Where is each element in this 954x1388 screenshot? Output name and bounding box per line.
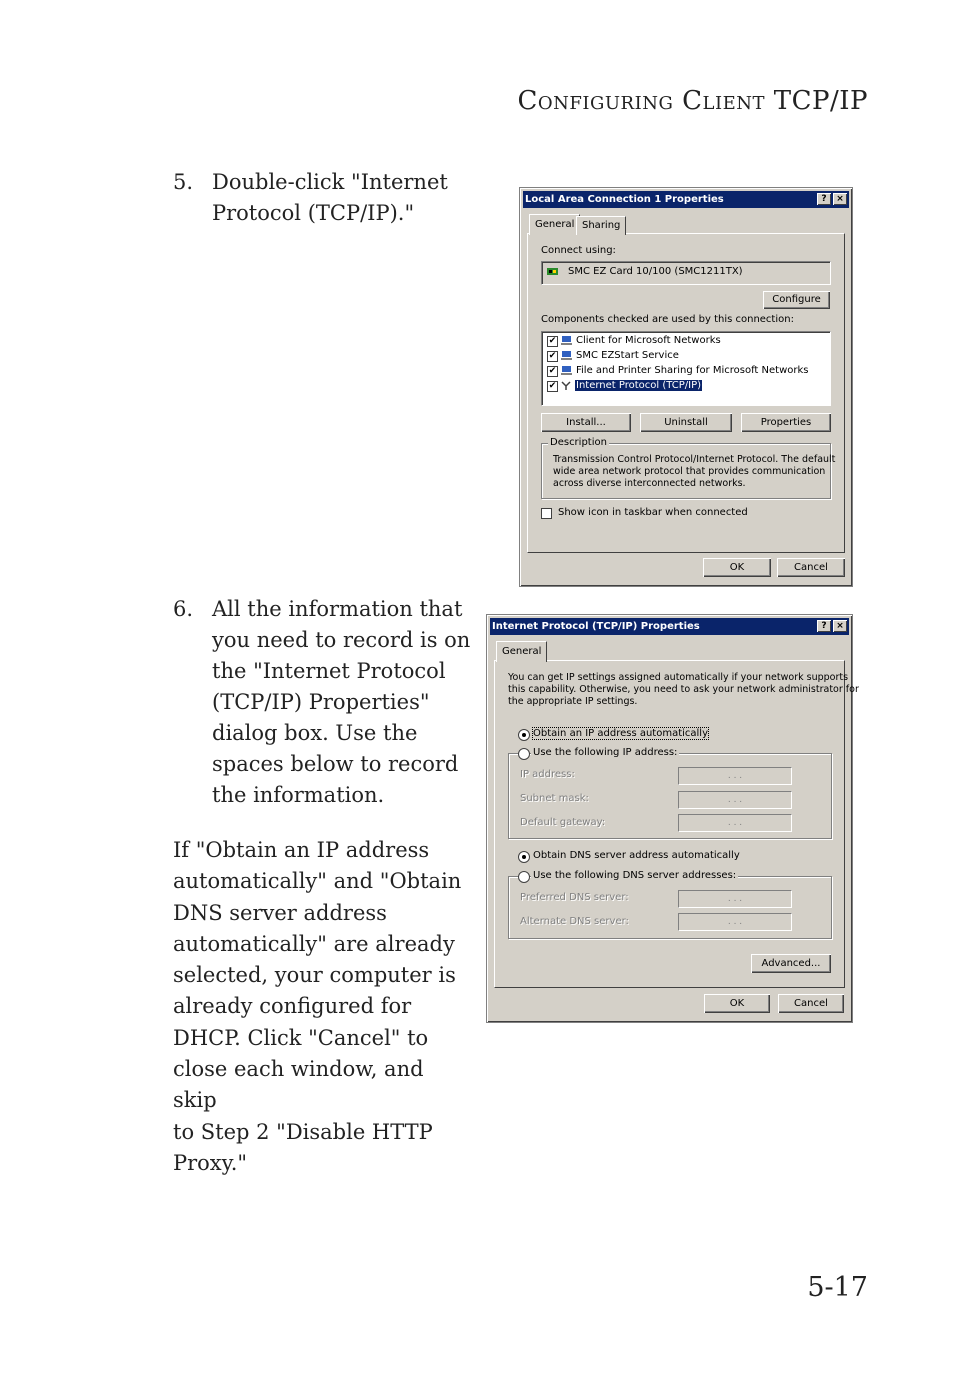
protocol-icon bbox=[561, 381, 572, 390]
obtain-ip-radio[interactable] bbox=[518, 729, 530, 741]
step-text-line: the information. bbox=[212, 783, 385, 807]
tab-general[interactable]: General bbox=[529, 214, 580, 235]
ip-address-field[interactable]: . . . bbox=[678, 767, 792, 785]
component-item[interactable]: SMC EZStart Service bbox=[576, 350, 679, 361]
components-list bbox=[541, 331, 831, 406]
step-text-line: you need to record is on bbox=[212, 628, 471, 652]
step-text-line: Double-click "Internet bbox=[212, 170, 448, 194]
step-text-line: (TCP/IP) Properties" bbox=[212, 690, 430, 714]
obtain-dns-radio[interactable] bbox=[518, 851, 530, 863]
close-icon[interactable]: × bbox=[833, 193, 847, 205]
close-icon[interactable]: × bbox=[833, 620, 847, 632]
step-text-line: the "Internet Protocol bbox=[212, 659, 446, 683]
ok-button[interactable]: OK bbox=[703, 558, 771, 577]
page-header: CONFIGURING CLIENT TCP/IP bbox=[517, 86, 868, 116]
page-number: 5-17 bbox=[807, 1272, 868, 1303]
advanced-button[interactable]: Advanced... bbox=[751, 954, 831, 973]
use-dns-label[interactable]: Use the following DNS server addresses: bbox=[533, 870, 737, 881]
component-checkbox[interactable]: ✔ bbox=[548, 336, 557, 346]
service-icon bbox=[561, 351, 572, 360]
alternate-dns-field[interactable]: . . . bbox=[678, 913, 792, 931]
cancel-button[interactable]: Cancel bbox=[777, 558, 845, 577]
use-ip-label[interactable]: Use the following IP address: bbox=[533, 747, 678, 758]
component-checkbox[interactable]: ✔ bbox=[548, 366, 557, 376]
help-icon[interactable]: ? bbox=[817, 620, 831, 632]
description-group bbox=[541, 437, 836, 499]
use-ip-radio[interactable] bbox=[518, 748, 530, 760]
alternate-dns-label: Alternate DNS server: bbox=[520, 916, 629, 927]
components-label: Components checked are used by this connection: bbox=[541, 314, 794, 325]
step-5: 5. Double-click "Internet Protocol (TCP/IP)." bbox=[173, 167, 473, 237]
network-card-icon bbox=[547, 267, 558, 276]
adapter-field bbox=[541, 261, 831, 285]
component-item[interactable]: Client for Microsoft Networks bbox=[576, 335, 721, 346]
component-item-tcpip[interactable]: Internet Protocol (TCP/IP) bbox=[576, 380, 702, 391]
preferred-dns-field[interactable]: . . . bbox=[678, 890, 792, 908]
help-icon[interactable]: ? bbox=[817, 193, 831, 205]
cancel-button[interactable]: Cancel bbox=[778, 994, 844, 1013]
local-area-connection-properties-dialog bbox=[519, 187, 853, 587]
tab-general[interactable]: General bbox=[496, 641, 547, 662]
use-dns-radio[interactable] bbox=[518, 871, 530, 883]
tab-sharing[interactable]: Sharing bbox=[576, 216, 626, 235]
show-icon-checkbox[interactable] bbox=[541, 508, 552, 519]
obtain-dns-label[interactable]: Obtain DNS server address automatically bbox=[533, 850, 740, 861]
intro-text: You can get IP settings assigned automatically if your network supports this capability. Otherwise, you need to ask your network administrator for the appropriate IP settings. bbox=[508, 672, 859, 707]
component-checkbox[interactable]: ✔ bbox=[548, 381, 557, 391]
configure-button[interactable]: Configure bbox=[763, 291, 830, 309]
properties-button[interactable]: Properties bbox=[741, 413, 831, 432]
sharing-icon bbox=[561, 366, 572, 375]
dialog-titlebar: Local Area Connection 1 Properties ? × bbox=[523, 191, 849, 208]
uninstall-button[interactable]: Uninstall bbox=[640, 413, 732, 432]
connect-using-label: Connect using: bbox=[541, 245, 616, 256]
ok-button[interactable]: OK bbox=[704, 994, 770, 1013]
step-6: 6. All the information that you need to record is on the "Internet Protocol (TCP/IP) Properties" dialog box. Use the spaces below to record the information. bbox=[173, 594, 473, 824]
step-text-line: All the information that bbox=[212, 597, 463, 621]
dialog-titlebar: Internet Protocol (TCP/IP) Properties ? × bbox=[490, 618, 849, 635]
computer-icon bbox=[561, 336, 572, 345]
adapter-name: SMC EZ Card 10/100 (SMC1211TX) bbox=[568, 266, 743, 277]
step-text-line: Protocol (TCP/IP)." bbox=[212, 201, 415, 225]
ip-address-label: IP address: bbox=[520, 769, 575, 780]
tcpip-properties-dialog bbox=[486, 614, 859, 1023]
default-gateway-field[interactable]: . . . bbox=[678, 814, 792, 832]
step-text-line: dialog box. Use the bbox=[212, 721, 418, 745]
preferred-dns-label: Preferred DNS server: bbox=[520, 892, 629, 903]
subnet-mask-field[interactable]: . . . bbox=[678, 791, 792, 809]
description-text: Transmission Control Protocol/Internet Protocol. The default wide area network protocol that provides communication across diverse interconnected networks. bbox=[553, 454, 836, 489]
step-text-line: spaces below to record bbox=[212, 752, 459, 776]
show-icon-label: Show icon in taskbar when connected bbox=[558, 507, 748, 518]
default-gateway-label: Default gateway: bbox=[520, 817, 606, 828]
description-label: Description bbox=[550, 437, 607, 448]
component-item[interactable]: File and Printer Sharing for Microsoft Networks bbox=[576, 365, 809, 376]
component-checkbox[interactable]: ✔ bbox=[548, 351, 557, 361]
install-button[interactable]: Install... bbox=[541, 413, 631, 432]
subnet-mask-label: Subnet mask: bbox=[520, 793, 589, 804]
dhcp-note-paragraph: If "Obtain an IP address automatically" and "Obtain DNS server address automatically" are already selected, your computer is already configured for DHCP. Click "Cancel" to close each window, and skip to Step 2 "Disable HTTP Proxy." bbox=[173, 838, 462, 1175]
obtain-ip-label[interactable]: Obtain an IP address automatically bbox=[533, 728, 709, 739]
